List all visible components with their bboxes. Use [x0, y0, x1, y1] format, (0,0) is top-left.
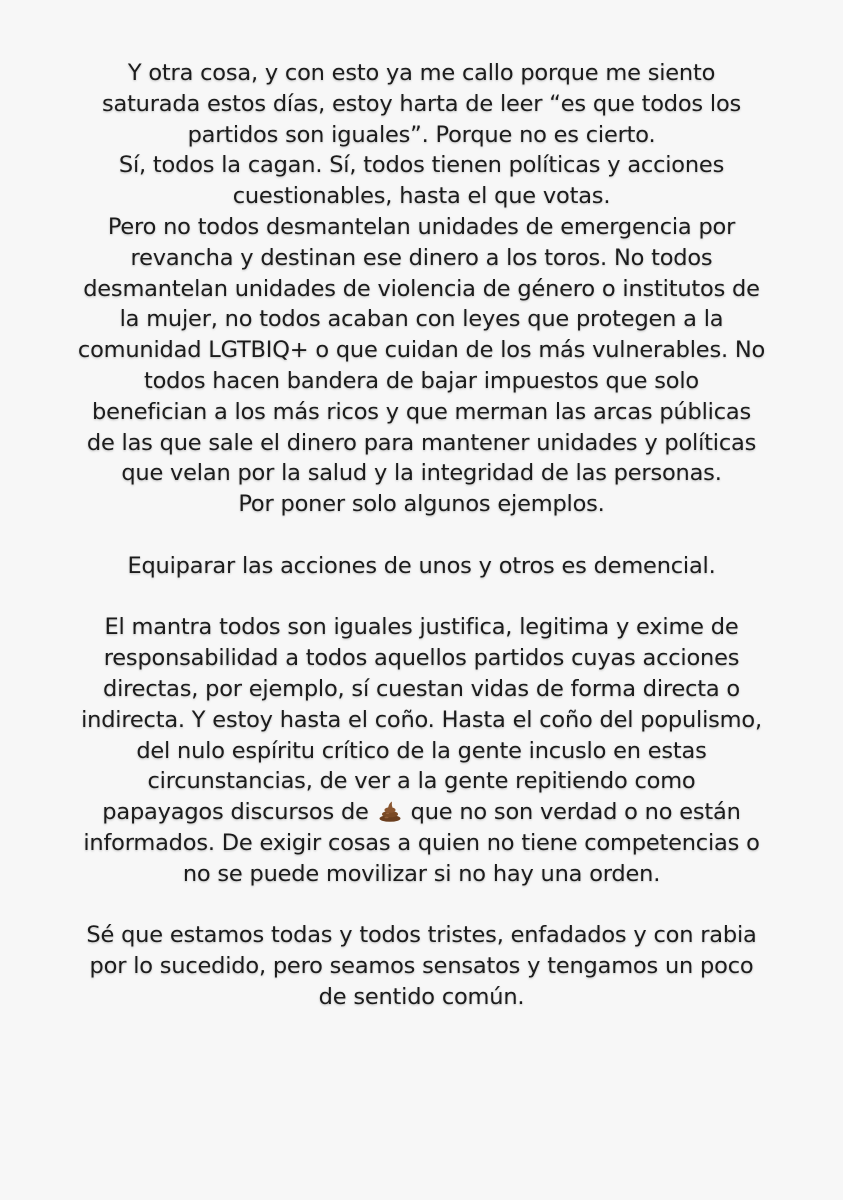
text-line: El mantra todos son iguales justifica, legitima y exime de [104, 614, 739, 641]
text-line: todos hacen bandera de bajar impuestos que solo [143, 367, 699, 394]
paragraph-gap [0, 520, 843, 551]
text-segment: papayagos discursos de [102, 799, 369, 826]
text-line: comunidad LGTBIQ+ o que cuidan de los más vulnerables. No [77, 337, 766, 364]
text-line: Equiparar las acciones de unos y otros es demencial. [127, 552, 716, 579]
poop-emoji-icon [378, 800, 402, 822]
text-segment: que no son verdad o no están [410, 799, 741, 826]
text-line-with-icon [0, 797, 843, 828]
text-line: directas, por ejemplo, sí cuestan vidas de forma directa o [102, 675, 740, 702]
text-line: cuestionables, hasta el que votas. [232, 183, 611, 210]
text-line: indirecta. Y estoy hasta el coño. Hasta el coño del populismo, [81, 706, 762, 733]
paragraph-gap [0, 582, 843, 613]
text-line: desmantelan unidades de violencia de género o institutos de [83, 275, 760, 302]
text-line: informados. De exigir cosas a quien no tiene competencias o [83, 829, 760, 856]
text-line: Por poner solo algunos ejemplos. [238, 491, 605, 518]
text-line: Sí, todos la cagan. Sí, todos tienen políticas y acciones [118, 152, 725, 179]
text-line: de sentido común. [318, 983, 525, 1010]
paragraph-gap [0, 890, 843, 921]
text-line: revancha y destinan ese dinero a los toros. No todos [130, 244, 713, 271]
text-line: responsabilidad a todos aquellos partidos cuyas acciones [103, 645, 740, 672]
text-line: partidos son iguales”. Porque no es cierto. [187, 121, 656, 148]
text-line: benefician a los más ricos y que merman las arcas públicas [92, 398, 751, 425]
paragraph-4 [0, 920, 843, 1012]
text-line: circunstancias, de ver a la gente repitiendo como [147, 768, 696, 795]
text-line: por lo sucedido, pero seamos sensatos y tengamos un poco [89, 953, 754, 980]
text-line: Sé que estamos todas y todos tristes, enfadados y con rabia [86, 922, 757, 949]
text-line: no se puede movilizar si no hay una orden. [182, 860, 661, 887]
text-line: Y otra cosa, y con esto ya me callo porque me siento [127, 60, 716, 86]
text-line: del nulo espíritu crítico de la gente incuslo en estas [136, 737, 707, 764]
text-line: que velan por la salud y la integridad de las personas. [121, 460, 722, 487]
text-line: Pero no todos desmantelan unidades de emergencia por [107, 213, 736, 240]
paragraph-3 [0, 612, 843, 889]
text-line: saturada estos días, estoy harta de leer “es que todos los [101, 90, 742, 117]
text-line: de las que sale el dinero para mantener unidades y políticas [86, 429, 757, 456]
paragraph-1 [0, 58, 843, 520]
paragraph-2 [0, 551, 843, 582]
text-line: la mujer, no todos acaban con leyes que protegen a la [119, 306, 724, 333]
